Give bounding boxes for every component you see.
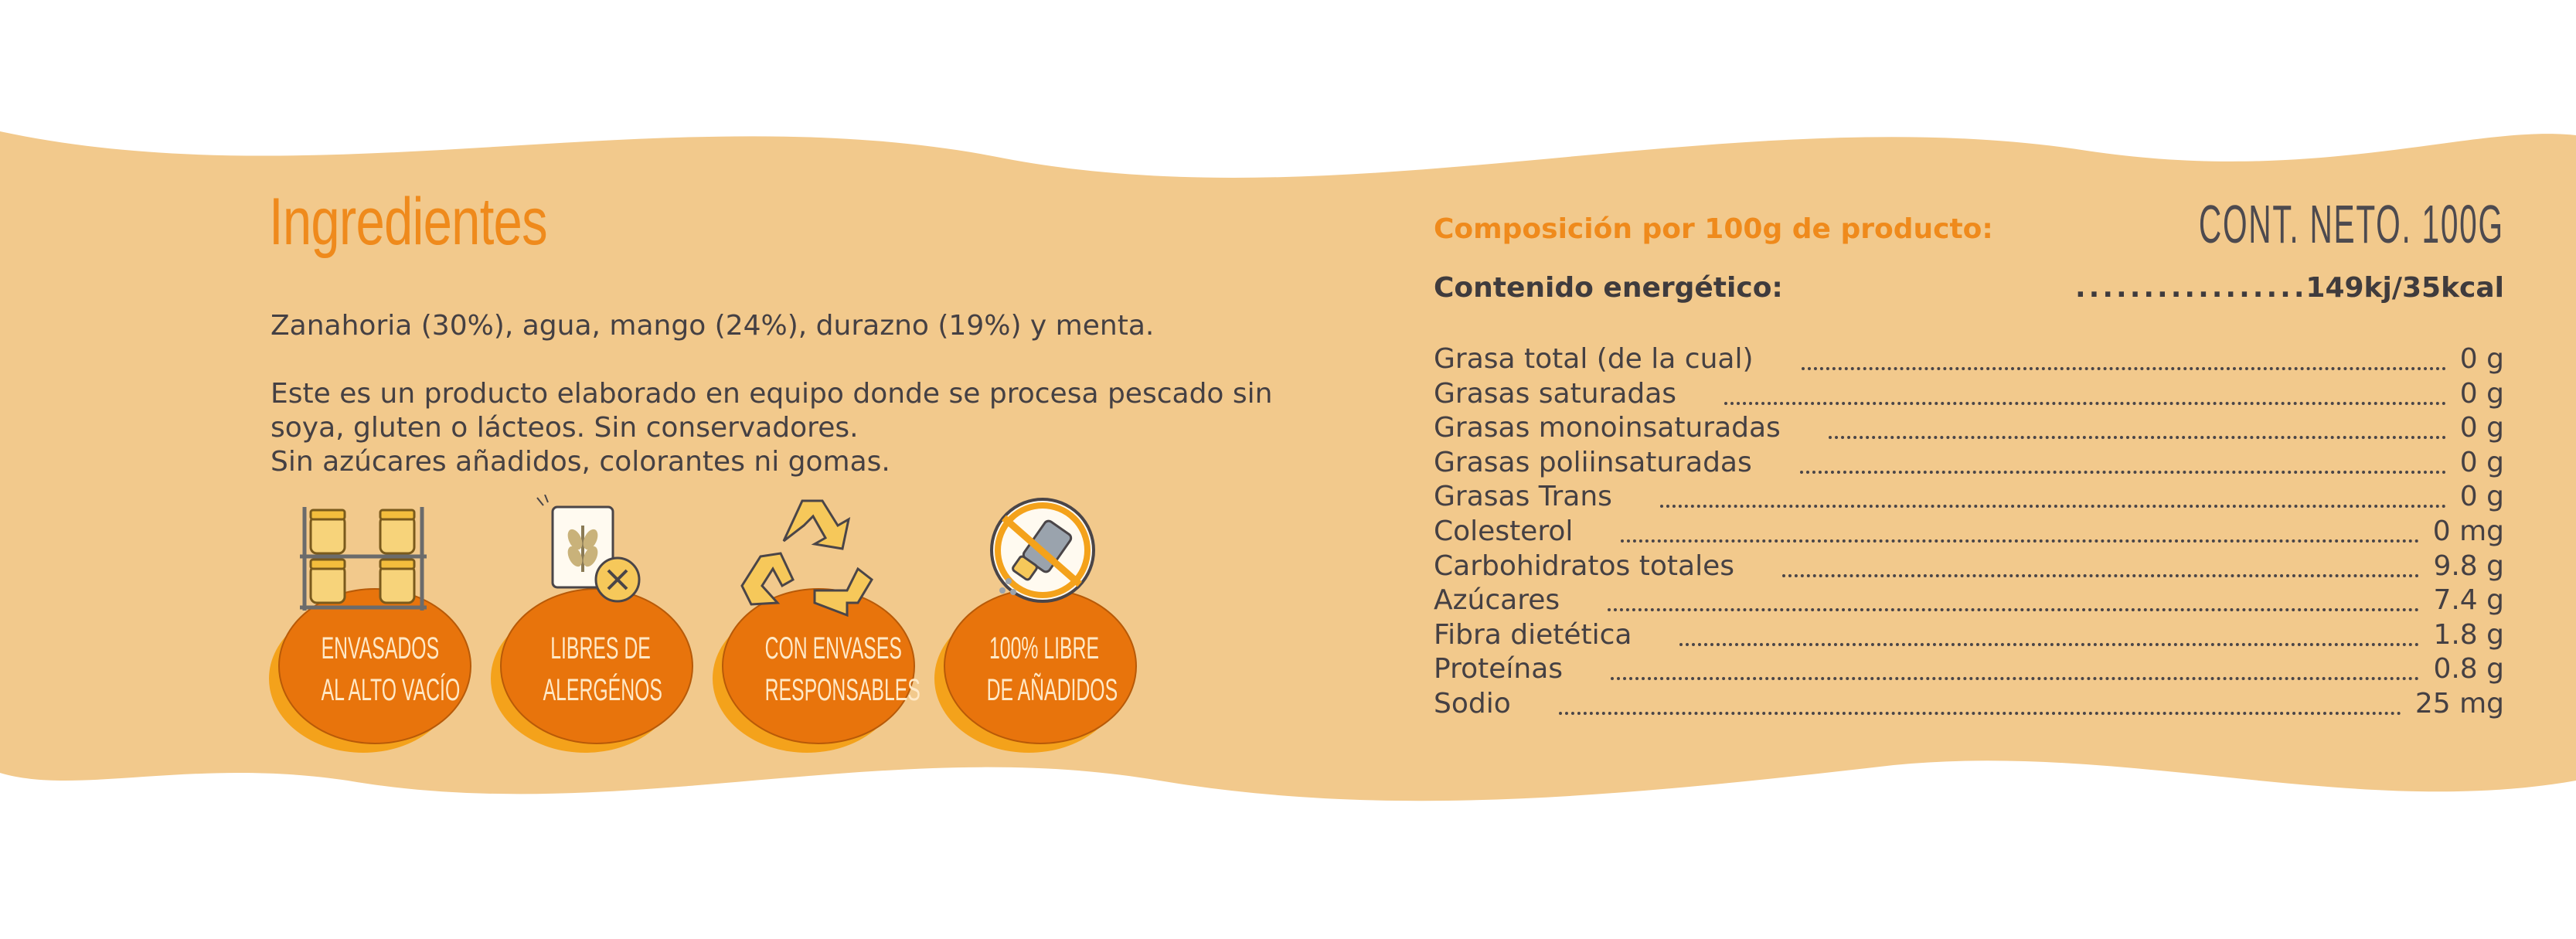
badge-label-line: AL ALTO VACÍO — [321, 673, 461, 707]
nutrient-value: 0 g — [2459, 412, 2504, 444]
nutrient-value: 0 g — [2459, 481, 2504, 513]
badge-label-line: ALERGÉNOS — [543, 673, 662, 707]
badge-label-line: ENVASADOS — [321, 631, 440, 665]
badge-label-line: RESPONSABLES — [764, 673, 920, 707]
nutrition-row — [1434, 481, 2504, 515]
leader-dots — [1800, 471, 2446, 474]
nutrient-label: Grasas poliinsaturadas — [1434, 446, 1752, 478]
nutrient-value: 1.8 g — [2433, 618, 2504, 651]
nutrient-value: 0 g — [2459, 343, 2504, 375]
nutrient-value: 0.8 g — [2433, 653, 2504, 686]
nutrient-value: 0 g — [2459, 446, 2504, 478]
nutrient-value: 7.4 g — [2433, 584, 2504, 617]
nutrient-label: Grasas monoinsaturadas — [1434, 412, 1781, 444]
leader-dots — [1559, 712, 2401, 715]
ingredients-list: Zanahoria (30%), agua, mango (24%), durazno (19%) y menta. — [271, 310, 1155, 342]
leader-dots — [1802, 367, 2446, 370]
nutrient-label: Grasas saturadas — [1434, 377, 1677, 410]
leader-dots — [1660, 505, 2446, 508]
badge-no-additives — [928, 495, 1145, 773]
nutrition-row — [1434, 584, 2504, 619]
leader-dots — [1679, 643, 2419, 646]
badge-label — [543, 628, 662, 711]
badge-label — [321, 628, 461, 711]
ingredients-title: Ingredientes — [269, 185, 547, 259]
nutrition-row — [1434, 343, 2504, 378]
nutrient-value: 0 g — [2459, 377, 2504, 410]
nutrient-label: Colesterol — [1434, 515, 1574, 547]
nutrient-label: Fibra dietética — [1434, 618, 1632, 651]
leader-dots — [1621, 539, 2419, 543]
badge-label-line: LIBRES DE — [550, 631, 651, 665]
nutrient-label: Sodio — [1434, 687, 1511, 720]
nutrition-row — [1434, 619, 2504, 654]
nutrient-value: 9.8 g — [2433, 549, 2504, 582]
net-content: CONT. NETO. 100G — [2199, 194, 2504, 254]
description-line: soya, gluten o lácteos. Sin conservadores. — [271, 412, 859, 444]
badge-label — [986, 628, 1118, 711]
nutrient-label: Grasa total (de la cual) — [1434, 343, 1754, 375]
badge-label-line: CON ENVASES — [764, 631, 902, 665]
nutrition-row — [1434, 515, 2504, 550]
badge-label — [764, 628, 920, 711]
energy-row — [1434, 272, 2504, 309]
feature-badges — [263, 495, 1190, 773]
nutrition-table — [1434, 343, 2504, 723]
energy-leader-dots: ................. — [2075, 272, 2308, 304]
leader-dots — [1608, 608, 2419, 611]
nutrient-label: Grasas Trans — [1434, 481, 1612, 513]
badge-label-line: DE AÑADIDOS — [986, 673, 1118, 707]
nutrient-label: Azúcares — [1434, 584, 1560, 617]
nutrient-label: Proteínas — [1434, 653, 1564, 686]
energy-label: Contenido energético: — [1434, 272, 1783, 304]
nutrient-value: 25 mg — [2414, 687, 2504, 720]
nutrition-row — [1434, 550, 2504, 585]
leader-dots — [1611, 677, 2419, 680]
nutrition-row — [1434, 688, 2504, 723]
leader-dots — [1724, 402, 2446, 405]
ingredients-description — [271, 377, 1353, 479]
nutrition-row — [1434, 378, 2504, 413]
badge-responsible-packaging — [706, 495, 923, 773]
badge-allergen-free — [485, 495, 701, 773]
badge-label-line: 100% LIBRE — [989, 631, 1099, 665]
nutrition-row — [1434, 412, 2504, 447]
composition-title: Composición por 100g de producto: — [1434, 213, 1993, 245]
energy-value: 149kj/35kcal — [2305, 272, 2504, 304]
description-line: Este es un producto elaborado en equipo donde se procesa pescado sin — [271, 378, 1273, 410]
nutrient-value: 0 mg — [2432, 515, 2504, 547]
description-line: Sin azúcares añadidos, colorantes ni gomas. — [271, 446, 890, 478]
leader-dots — [1782, 574, 2419, 577]
nutrient-label: Carbohidratos totales — [1434, 549, 1734, 582]
leader-dots — [1829, 436, 2446, 439]
nutrition-row — [1434, 447, 2504, 481]
nutrition-row — [1434, 653, 2504, 688]
badge-vacuum-packed — [263, 495, 479, 773]
